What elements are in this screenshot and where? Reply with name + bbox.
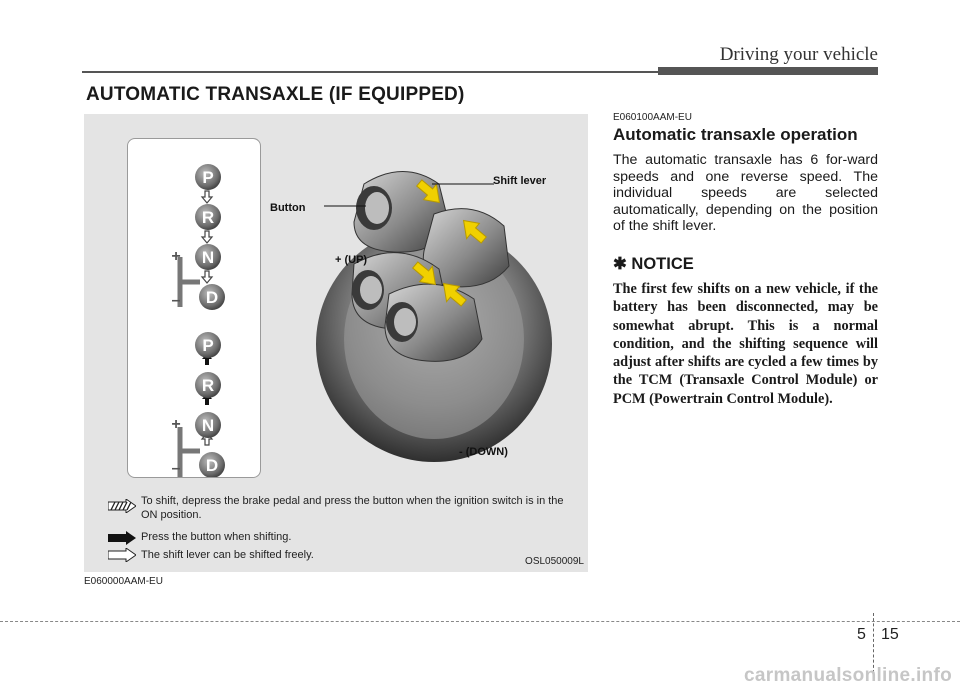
gear-letter-p-upper: P <box>202 168 214 187</box>
button-face-mid <box>360 276 382 304</box>
header-bar <box>658 67 878 75</box>
page-number: 15 <box>881 626 899 643</box>
header-title: Driving your vehicle <box>719 44 878 65</box>
plus-sign-upper: + <box>171 248 181 265</box>
minus-sign-upper: – <box>171 292 181 309</box>
legend-icon-hollow-arrow <box>108 548 136 562</box>
footer-divider <box>873 613 874 673</box>
shift-lever-illustration <box>284 144 584 464</box>
legend-icon-hatched-arrow <box>108 499 136 513</box>
gear-letter-r-upper: R <box>201 208 215 227</box>
button-face-front <box>394 308 416 336</box>
footer-rule <box>0 621 960 622</box>
header-rule <box>82 71 658 73</box>
shift-pattern-diagram <box>128 139 260 477</box>
shift-pattern-panel <box>127 138 261 478</box>
page-chapter: 5 <box>857 626 866 643</box>
right-heading: Automatic transaxle operation <box>613 125 858 144</box>
figure-bottom-code: E060000AAM-EU <box>84 576 163 587</box>
right-paragraph: The automatic transaxle has 6 for-ward speeds and one reverse speed. The individual speeds are selected automatically, depending on the position of the shift lever. <box>613 152 878 235</box>
manual-gate-bracket-upper <box>180 257 200 307</box>
figure-code: OSL050009L <box>525 556 584 567</box>
watermark: carmanualsonline.info <box>744 665 952 686</box>
callout-shift-lever: Shift lever <box>493 175 547 187</box>
notice-title: ✱ NOTICE <box>613 255 694 273</box>
callout-up: + (UP) <box>335 254 368 266</box>
gear-letter-n-lower: N <box>201 416 215 435</box>
gear-letter-d-upper: D <box>205 288 219 307</box>
gear-letter-d-lower: D <box>205 456 219 475</box>
gear-letter-p-lower: P <box>202 336 214 355</box>
figure-panel <box>84 114 588 572</box>
legend-text-2: Press the button when shifting. <box>141 531 292 543</box>
legend-text-3: The shift lever can be shifted freely. <box>141 549 314 561</box>
notice-body: The first few shifts on a new vehicle, if the battery has been disconnected, may be somewhat abrupt. This is a normal condition, and the shifting sequence will adjust after shifts are cycled a few times by the TCM (Transaxle Control Module) or PCM (Powertrain Control Module). <box>613 281 878 407</box>
manual-gate-bracket-lower <box>180 427 200 477</box>
legend-text-1: To shift, depress the brake pedal and press the button when the ignition switch is in the ON position. <box>141 495 564 521</box>
legend-icon-solid-arrow <box>108 531 136 545</box>
section-title: AUTOMATIC TRANSAXLE (IF EQUIPPED) <box>86 84 465 105</box>
gear-letter-r-lower: R <box>201 376 215 395</box>
callout-down: - (DOWN) <box>459 446 508 458</box>
plus-sign-lower: + <box>171 416 181 433</box>
button-face-top <box>365 192 389 224</box>
callout-button: Button <box>270 202 306 214</box>
gear-letter-n-upper: N <box>201 248 215 267</box>
right-code: E060100AAM-EU <box>613 112 692 123</box>
minus-sign-lower: – <box>171 460 181 477</box>
